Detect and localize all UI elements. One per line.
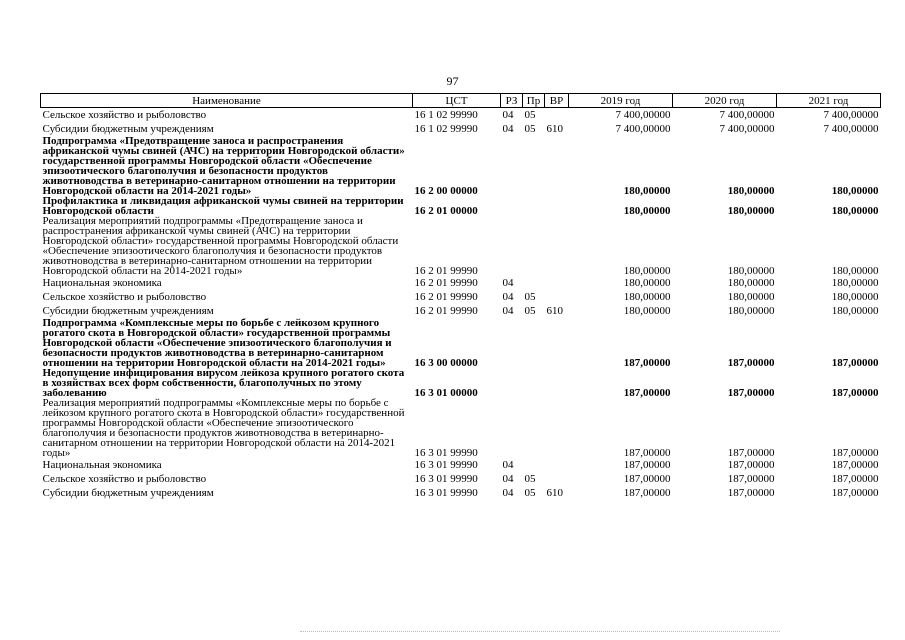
cell-rz [501,398,523,458]
cell-2019: 7 400,00000 [615,109,671,121]
cell-rz: 04 [502,473,514,485]
cell-name: Сельское хозяйство и рыболовство [42,473,207,485]
cell-vr [545,458,569,472]
cell-2020: 180,00000 [727,265,775,277]
cell-2021: 180,00000 [831,265,879,277]
cell-pr: 05 [524,487,536,499]
table-row [41,458,881,472]
cell-pr: 05 [524,109,536,121]
cell-pr: 05 [524,123,536,135]
cell-2021: 187,00000 [831,357,879,369]
cell-rz [501,136,523,196]
header-cst: ЦСТ [413,94,501,108]
cell-2019: 180,00000 [623,185,671,197]
cell-vr [545,216,569,276]
cell-vr [545,290,569,304]
cell-vr [545,196,569,216]
cell-cst: 16 2 01 99990 [414,305,478,317]
cell-name: Недопущение инфицирования вирусом лейкоза крупного рогатого скота в хозяйствах всех форм собственности, благополучных по этому заболеванию [42,367,405,399]
cell-cst: 16 2 01 00000 [414,205,478,217]
cell-2020: 180,00000 [727,277,775,289]
cell-name: Субсидии бюджетным учреждениям [42,487,214,499]
cell-2021: 180,00000 [831,291,879,303]
cell-pr: 05 [524,291,536,303]
cell-rz: 04 [502,277,514,289]
budget-table [40,93,881,500]
table-header-row [41,94,881,108]
header-rz: РЗ [501,94,523,108]
cell-cst: 16 3 01 99990 [414,487,478,499]
cell-2019: 187,00000 [623,387,671,399]
cell-name: Сельское хозяйство и рыболовство [42,109,207,121]
cell-name: Национальная экономика [42,459,162,471]
scan-artifact-line [300,631,780,633]
cell-2019: 187,00000 [623,459,671,471]
header-2021: 2021 год [777,94,881,108]
header-vr: ВР [545,94,569,108]
cell-pr [523,276,545,290]
cell-cst: 16 2 01 99990 [414,265,478,277]
cell-2020: 187,00000 [727,357,775,369]
cell-vr: 610 [546,123,563,135]
table-row [41,136,881,196]
cell-2021: 187,00000 [831,387,879,399]
cell-2021: 187,00000 [831,487,879,499]
cell-cst: 16 3 01 99990 [414,447,478,459]
cell-2021: 187,00000 [831,473,879,485]
cell-2020: 180,00000 [727,205,775,217]
cell-rz: 04 [502,109,514,121]
cell-2021: 7 400,00000 [823,109,879,121]
table-row [41,304,881,318]
cell-2021: 180,00000 [831,277,879,289]
cell-name: Реализация мероприятий подпрограммы «Комплексные меры по борьбе с лейкозом крупного рогатого скота в Новгородской области» государственной программы Новгородской области «Обеспечение эпизоотического благополучия и безопасности продуктов животноводства в ветеринарно-санитарном отношении на территории Новгородской области на 2014-2021 годы» [42,397,405,459]
cell-2019: 180,00000 [623,305,671,317]
cell-2019: 180,00000 [623,265,671,277]
cell-cst: 16 3 01 99990 [414,473,478,485]
cell-2020: 187,00000 [727,487,775,499]
cell-2019: 180,00000 [623,205,671,217]
cell-2021: 7 400,00000 [823,123,879,135]
page-number: 97 [446,74,459,88]
cell-pr [523,318,545,368]
header-2019: 2019 год [569,94,673,108]
cell-pr [523,458,545,472]
table-row [41,472,881,486]
cell-2020: 7 400,00000 [719,109,775,121]
table-row [41,196,881,216]
cell-2019: 187,00000 [623,487,671,499]
cell-2019: 7 400,00000 [615,123,671,135]
cell-pr [523,398,545,458]
cell-cst: 16 3 00 00000 [414,357,478,369]
cell-2020: 7 400,00000 [719,123,775,135]
cell-vr [545,398,569,458]
cell-name: Подпрограмма «Комплексные меры по борьбе с лейкозом крупного рогатого скота в Новгородской области» государственной программы Новгородской области «Обеспечение эпизоотического благополучия и безопасности продуктов животноводства в ветеринарно-санитарном отношении на территории Новгородской области на 2014-2021 годы» [42,317,392,369]
cell-name: Субсидии бюджетным учреждениям [42,305,214,317]
cell-pr [523,368,545,398]
table-row [41,216,881,276]
cell-2021: 180,00000 [831,205,879,217]
table-row [41,318,881,368]
cell-vr [545,276,569,290]
cell-2020: 187,00000 [727,447,775,459]
cell-name: Субсидии бюджетным учреждениям [42,123,214,135]
cell-pr [523,136,545,196]
cell-rz: 04 [502,459,514,471]
cell-vr [545,368,569,398]
cell-pr: 05 [524,305,536,317]
cell-cst: 16 2 01 99990 [414,277,478,289]
cell-name: Сельское хозяйство и рыболовство [42,291,207,303]
cell-pr: 05 [524,473,536,485]
table-row [41,368,881,398]
cell-cst: 16 1 02 99990 [414,109,478,121]
cell-rz [501,368,523,398]
cell-cst: 16 2 00 00000 [414,185,478,197]
cell-vr: 610 [546,487,563,499]
cell-rz [501,216,523,276]
cell-2020: 187,00000 [727,473,775,485]
cell-cst: 16 2 01 99990 [414,291,478,303]
cell-2020: 180,00000 [727,291,775,303]
cell-2019: 187,00000 [623,357,671,369]
cell-2020: 180,00000 [727,185,775,197]
cell-cst: 16 1 02 99990 [414,123,478,135]
cell-2019: 180,00000 [623,291,671,303]
cell-2020: 187,00000 [727,459,775,471]
cell-vr: 610 [546,305,563,317]
cell-rz: 04 [502,291,514,303]
cell-vr [545,472,569,486]
cell-rz: 04 [502,305,514,317]
cell-name: Реализация мероприятий подпрограммы «Предотвращение заноса и распространения африканской чумы свиней (АЧС) на территории Новгородской области» государственной программы Новгородской области «Обеспечение эпизоотического благополучия и безопасности продуктов животноводства в ветеринарно-санитарном отношении на территории Новгородской области на 2014-2021 годы» [42,215,399,277]
table-row [41,486,881,500]
cell-2021: 187,00000 [831,447,879,459]
cell-2021: 187,00000 [831,459,879,471]
cell-rz [501,318,523,368]
header-name: Наименование [41,94,413,108]
cell-name: Национальная экономика [42,277,162,289]
cell-vr [545,136,569,196]
table-row [41,122,881,136]
cell-cst: 16 3 01 99990 [414,459,478,471]
cell-rz: 04 [502,487,514,499]
table-row [41,276,881,290]
table-row [41,290,881,304]
cell-2020: 187,00000 [727,387,775,399]
cell-2020: 180,00000 [727,305,775,317]
cell-2019: 187,00000 [623,447,671,459]
cell-2021: 180,00000 [831,305,879,317]
cell-rz: 04 [502,123,514,135]
table-row [41,398,881,458]
cell-vr [545,318,569,368]
table-body [41,108,881,501]
cell-name: Подпрограмма «Предотвращение заноса и распространения африканской чумы свиней (АЧС) на территории Новгородской области» государственной программы Новгородской области «Обеспечение эпизоотического благополучия и безопасности продуктов животноводства в ветеринарно-санитарном отношении на территории Новгородской области на 2014-2021 годы» [42,135,405,197]
cell-2021: 180,00000 [831,185,879,197]
table-row [41,108,881,123]
cell-2019: 187,00000 [623,473,671,485]
header-2020: 2020 год [673,94,777,108]
cell-rz [501,196,523,216]
cell-pr [523,216,545,276]
cell-name: Профилактика и ликвидация африканской чумы свиней на территории Новгородской области [42,195,404,217]
cell-pr [523,196,545,216]
cell-vr [545,108,569,123]
header-pr: Пр [523,94,545,108]
cell-cst: 16 3 01 00000 [414,387,478,399]
cell-2019: 180,00000 [623,277,671,289]
